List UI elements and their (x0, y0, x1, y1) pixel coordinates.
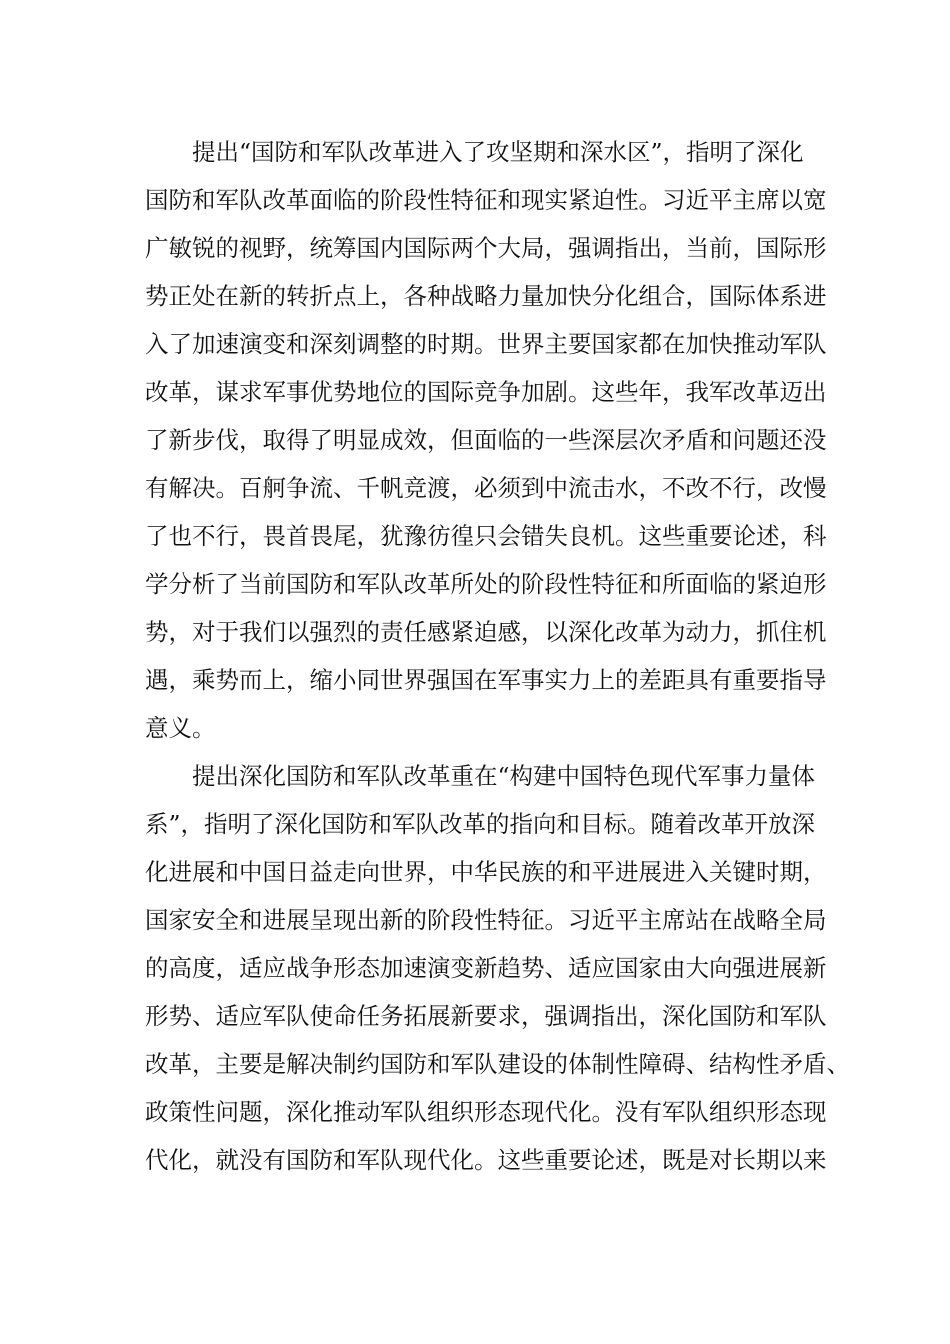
paragraph-line: 了也不行，畏首畏尾，犹豫彷徨只会错失良机。这些重要论述，科 (145, 522, 827, 550)
paragraph-line: 遇，乘势而上，缩小同世界强国在军事实力上的差距具有重要指导 (145, 666, 827, 694)
paragraph-line: 化进展和中国日益走向世界，中华民族的和平进展进入关键时期， (145, 858, 827, 886)
paragraph-line: 国防和军队改革面临的阶段性特征和现实紧迫性。习近平主席以宽 (145, 186, 827, 214)
paragraph-line: 意义。 (145, 714, 216, 742)
paragraph-line: 形势、适应军队使命任务拓展新要求，强调指出，深化国防和军队 (145, 1002, 827, 1030)
paragraph-line: 政策性问题，深化推动军队组织形态现代化。没有军队组织形态现 (145, 1098, 827, 1126)
paragraph-line: 国家安全和进展呈现出新的阶段性特征。习近平主席站在战略全局 (145, 906, 827, 934)
paragraph-1 (145, 128, 827, 752)
paragraph-line: 广敏锐的视野，统筹国内国际两个大局，强调指出，当前，国际形 (145, 234, 827, 262)
paragraph-line: 了新步伐，取得了明显成效，但面临的一些深层次矛盾和问题还没 (145, 426, 827, 454)
paragraph-line: 势，对于我们以强烈的责任感紧迫感，以深化改革为动力，抓住机 (145, 618, 827, 646)
paragraph-line: 改革，谋求军事优势地位的国际竞争加剧。这些年，我军改革迈出 (145, 378, 827, 406)
paragraph-line: 系”，指明了深化国防和军队改革的指向和目标。随着改革开放深 (145, 810, 816, 838)
paragraph-line: 有解决。百舸争流、千帆竞渡，必须到中流击水，不改不行，改慢 (145, 474, 827, 502)
paragraph-line: 提出“国防和军队改革进入了攻坚期和深水区”，指明了深化 (192, 138, 804, 166)
paragraph-line: 学分析了当前国防和军队改革所处的阶段性特征和所面临的紧迫形 (145, 570, 827, 598)
paragraph-line: 代化，就没有国防和军队现代化。这些重要论述，既是对长期以来 (145, 1146, 827, 1174)
paragraph-line: 提出深化国防和军队改革重在“构建中国特色现代军事力量体 (192, 762, 816, 790)
paragraph-line: 改革，主要是解决制约国防和军队建设的体制性障碍、结构性矛盾、 (145, 1050, 850, 1078)
paragraph-2 (145, 752, 850, 1184)
paragraph-line: 势正处在新的转折点上，各种战略力量加快分化组合，国际体系进 (145, 282, 827, 310)
paragraph-line: 入了加速演变和深刻调整的时期。世界主要国家都在加快推动军队 (145, 330, 827, 358)
paragraph-line: 的高度，适应战争形态加速演变新趋势、适应国家由大向强进展新 (145, 954, 827, 982)
body-text (145, 128, 850, 1184)
